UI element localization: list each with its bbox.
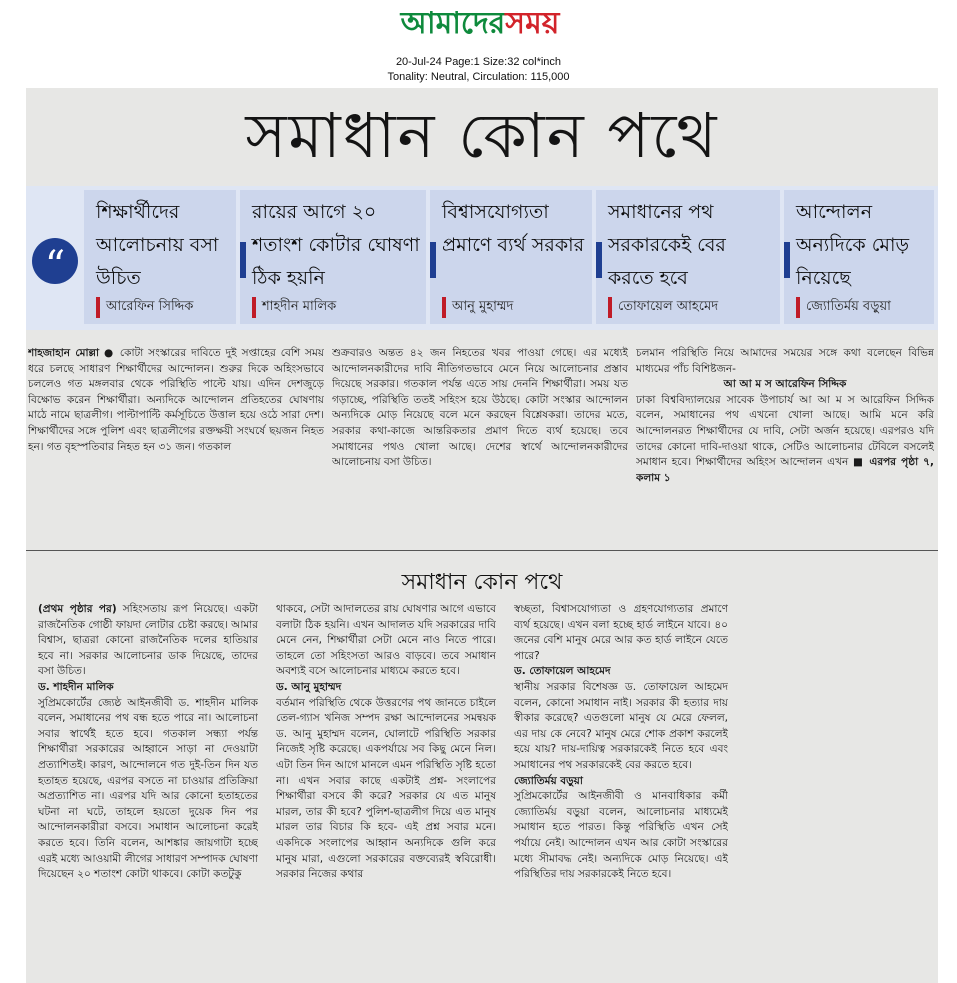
pull-quote-text: শিক্ষার্থীদের আলোচনায় বসা উচিত [96, 201, 219, 289]
article-column-text: বর্তমান পরিস্থিতি থেকে উত্তরণের পথ জানতে চাইলে তেল-গ্যাস খনিজ সম্পদ রক্ষা আন্দোলনের সমন্বয়ক ড. আনু মুহাম্মদ বলেন, ঘোলাটে পরিস্থিতি সরকার নিজেই সৃষ্টি করেছে। একপর্যায়ে সব কিছু মেনে নিল। এটা তিন দিন আগে মানলে এমন পরিস্থিতি সৃষ্টি হতো না। এখন সবার কাছে একটাই প্রশ্ন- সংলাপের শিক্ষার্থীরা বসবে কী করে? সরকার যে এত মানুষ মারল, তার কী হবে? পুলিশ-ছাত্রলীগ দিয়ে এত মানুষ মারল তার বিচার কি হবে- এই প্রশ্ন সবার মনে। একদিকে সংলাপের আহ্বান অন্যদিকে গুলি করে মানুষ মারা, এগুলো সরকারের বক্তব্যেরই স্ববিরোধী। সরকার নিজের কথার [276, 696, 496, 881]
clipping-meta-date: 20-Jul-24 Page:1 Size:32 col*inch [395, 56, 562, 68]
pull-quote-5 [784, 190, 934, 324]
quote-bar [240, 242, 246, 278]
article-column-2 [332, 346, 628, 546]
article-column-text: সুপ্রিমকোর্টের জ্যেষ্ঠ আইনজীবী ড. শাহদীন মালিক বলেন, সমাধানের পথ বন্ধ হতে পারে না। আলোচনা সবার স্বার্থেই হতে হবে। গতকাল সন্ধ্যা পর্যন্ত শিক্ষার্থীরা সরকারের আহ্বানে সাড়া না দেওয়াটা প্রত্যাশিতই। কারণ, আন্দোলনে গত দুই-তিন দিন যত হতাহত হয়েছে, এরপর বসতে না চাওয়ার প্রতিক্রিয়া অপ্রত্যাশিত না। এরপর যদি আর কোনো হতাহতের ঘটনা না ঘটে, তাহলে হয়তো দুয়েক দিন পর আন্দোলনকারীরা বসবে। সমাধান আলোচনা করেই করতে হবে। তিনি বলেন, আশঙ্কার জায়গাটা হচ্ছে এরই মধ্যে আওয়ামী লীগের সাধারণ সম্পাদক ঘোষণা দিয়েছেন ২০ শতাংশ কোটা থাকবে। কোটা কতটুকু [38, 696, 258, 881]
pull-quote-author: আনু মুহাম্মদ [442, 297, 586, 318]
article-column-text: থাকবে, সেটা আদালতের রায় ঘোষণার আগে এভাবে বলাটা ঠিক হয়নি। এখন আদালত যদি সরকারের দাবি মেনে নেন, শিক্ষার্থীরা সেটা মেনে নাও নিতে পারে। তাহলে তো সহিংসতা আরও বাড়বে। তবে সমাধান অবশ্যই বসে আলোচনার মাধ্যমে করতে হবে। [276, 603, 496, 678]
section-person-name: ড. তোফায়েল আহমেদ [514, 665, 611, 678]
article-column-text: স্বচ্ছতা, বিশ্বাসযোগ্যতা ও গ্রহণযোগ্যতার প্রমাণে ব্যর্থ হয়েছে। এখন বলা হচ্ছে হার্ড লাইনে যাবে। ৪০ জনের বেশি মানুষ মেরে আর কত হার্ড লাইনে যেতে পারে? [514, 603, 728, 662]
article-column-3 [636, 346, 934, 546]
article-intro-text: চলমান পরিস্থিতি নিয়ে আমাদের সময়ের সঙ্গে কথা বলেছেন বিভিন্ন মাধ্যমের পাঁচ বিশিষ্টজন- [636, 347, 934, 375]
article-column-1: শাহজাহান মোল্লা ● কোটা সংস্কারের দাবিতে দুই সপ্তাহের বেশি সময় ধরে চলছে সাধারণ শিক্ষার্থীদের আন্দোলন। শুরুর দিকে অহিংসভাবে চললেও গত মঙ্গলবার থেকে পরিস্থিতি পাল্টে যায়। এদিন দেশজুড়ে বিক্ষোভ করেন শিক্ষার্থীরা। অন্যদিকে আন্দোলন প্রতিহতের ঘোষণায় মাঠে নামে ছাত্রলীগ। পাল্টাপাল্টি কর্মসূচিতে উত্তাল হয়ে ওঠে সারা দেশ। শিক্ষার্থীদের সঙ্গে পুলিশ এবং ছাত্রলীগের রক্তক্ষয়ী সংঘর্ষে ছয়জন নিহত হন। গত বৃহস্পতিবার নিহত হন ৩১ জন। গতকাল [28, 347, 324, 453]
divider [26, 550, 938, 551]
newspaper-logo [340, 4, 620, 44]
pull-quote-text: বিশ্বাসযোগ্যতা প্রমাণে ব্যর্থ সরকার [442, 201, 585, 256]
pull-quote-1 [84, 190, 236, 324]
quote-bar [430, 242, 436, 278]
logo-part-1: আমাদের [400, 6, 506, 41]
continuation-column-1 [38, 602, 258, 978]
article-column-text: স্থানীয় সরকার বিশেষজ্ঞ ড. তোফায়েল আহমেদ বলেন, কোনো সমাধান নাই। সরকার কী হত্যার দায় স্বীকার করেছে? এতগুলো মানুষ যে মেরে ফেলল, এর দায় কে নেবে? মানুষ মেরে শোক প্রকাশ করলেই হয়ে যায়? দায়-দায়িত্ব সরকারকেই নিতে হবে এবং সমাধানের পথ সরকারকেই বের করতে হবে। [514, 680, 728, 771]
pull-quote-text: সমাধানের পথ সরকারকেই বের করতে হবে [608, 201, 726, 289]
article-headline: সমাধান কোন পথে [245, 99, 719, 172]
pull-quote-author: শাহদীন মালিক [252, 297, 420, 318]
quote-bar [784, 242, 790, 278]
newspaper-clipping [26, 88, 938, 983]
pull-quote-author: তোফায়েল আহমেদ [608, 297, 774, 318]
pull-quote-author: আরেফিন সিদ্দিক [96, 297, 230, 318]
article-column-text: ঢাকা বিশ্ববিদ্যালয়ের সাবেক উপাচার্য আ আ ম স আরেফিন সিদ্দিক বলেন, সমাধানের পথ এখনো খোলা আছে। আমি মনে করি আন্দোলনরত শিক্ষার্থীদের যে দাবি, সেটা অর্জন হয়েছে। এরপরও যদি তাদের কোনো দাবি-দাওয়া থাকে, সেটিও আলোচনার টেবিলে বসলেই সমাধান হবে। শিক্ষার্থীদের অহিংস আন্দোলন এখন [636, 393, 934, 469]
pull-quote-3 [430, 190, 592, 324]
continued-from-label: (প্রথম পৃষ্ঠার পর) [38, 603, 117, 615]
continuation-column-3 [514, 602, 728, 978]
article-column-text: সুপ্রিমকোর্টের আইনজীবী ও মানবাধিকার কর্মী জ্যোতির্ময় বড়ুয়া বলেন, আলোচনার মাধ্যমেই সমাধান হতে পারত। কিন্তু পরিস্থিতি এখন সেই পর্যায়ে নেই। আন্দোলন এখন আর কোটা সংস্কারের মধ্যে সীমাবদ্ধ নেই। অন্যদিকে মোড় নিয়েছে। এই পরিস্থিতির দায় সরকারকেই নিতে হবে। [514, 790, 728, 881]
pull-quotes-band [26, 186, 938, 330]
logo-part-2: সময় [505, 6, 560, 41]
section-person-name: জ্যোতির্ময় বড়ুয়া [514, 774, 583, 787]
quote-mark-icon: “ [32, 238, 78, 284]
pull-quote-text: আন্দোলন অন্যদিকে মোড় নিয়েছে [796, 201, 910, 289]
pull-quote-text: রায়ের আগে ২০ শতাংশ কোটার ঘোষণা ঠিক হয়নি [252, 201, 420, 289]
article-column-text: শুক্রবারও অন্তত ৪২ জন নিহতের খবর পাওয়া গেছে। এর মধ্যেই আন্দোলনকারীদের দাবি নীতিগতভাবে মেনে নিয়ে আলোচনার প্রস্তাব দিয়েছে সরকার। গতকাল পর্যন্ত এতে সায় দেননি শিক্ষার্থীরা। সময় যত গড়াচ্ছে, পরিস্থিতি ততই সহিংস হয়ে উঠছে। কোটা সংস্কার আন্দোলন অন্যদিকে মোড় নিয়েছে বলে মনে করছেন বিশ্লেষকরা। তাদের মতে, সরকার কথা-কাজে আন্তরিকতার প্রমাণ দিতে ব্যর্থ হয়েছে। তবে সমাধানের পথও খোলা আছে। দেশের স্বার্থে আন্দোলনকারীদের আলোচনায় বসা উচিত। [332, 347, 628, 469]
article-column-text: সহিংসতায় রূপ নিয়েছে। একটা রাজনৈতিক গোষ্ঠী ফায়দা লোটার চেষ্টা করছে। আমার বিশ্বাস, ছাত্ররা কোনো রাজনৈতিক দলের হাতিয়ার হবে না। সরকার আলোচনার ডাক দিয়েছে, তাদের বসা উচিত। [38, 603, 258, 678]
section-person-name: আ আ ম স আরেফিন সিদ্দিক [723, 378, 847, 391]
pull-quote-4 [596, 190, 780, 324]
continuation-headline: সমাধান কোন পথে [401, 570, 563, 595]
byline: শাহজাহান মোল্লা [28, 347, 100, 359]
continued-on-label: ■ এরপর পৃষ্ঠা ৭, কলাম ১ [636, 456, 934, 484]
pull-quote-author: জ্যোতির্ময় বড়ুয়া [796, 297, 928, 318]
section-person-name: ড. শাহদীন মালিক [38, 680, 114, 693]
continuation-column-2 [276, 602, 496, 978]
quote-bar [596, 242, 602, 278]
pull-quote-2 [240, 190, 426, 324]
section-person-name: ড. আনু মুহাম্মদ [276, 680, 342, 693]
article-column-text: কোটা সংস্কারের দাবিতে দুই সপ্তাহের বেশি সময় ধরে চলছে সাধারণ শিক্ষার্থীদের আন্দোলন। শুরুর দিকে অহিংসভাবে চললেও গত মঙ্গলবার থেকে পরিস্থিতি পাল্টে যায়। এদিন দেশজুড়ে বিক্ষোভ করেন শিক্ষার্থীরা। অন্যদিকে আন্দোলন প্রতিহতের ঘোষণায় মাঠে নামে ছাত্রলীগ। পাল্টাপাল্টি কর্মসূচিতে উত্তাল হয়ে ওঠে সারা দেশ। শিক্ষার্থীদের সঙ্গে পুলিশ এবং ছাত্রলীগের রক্তক্ষয়ী সংঘর্ষে ছয়জন নিহত হন। গত বৃহস্পতিবার নিহত হন ৩১ জন। গতকাল [28, 347, 324, 453]
clipping-meta-tonality: Tonality: Neutral, Circulation: 115,000 [387, 71, 570, 83]
